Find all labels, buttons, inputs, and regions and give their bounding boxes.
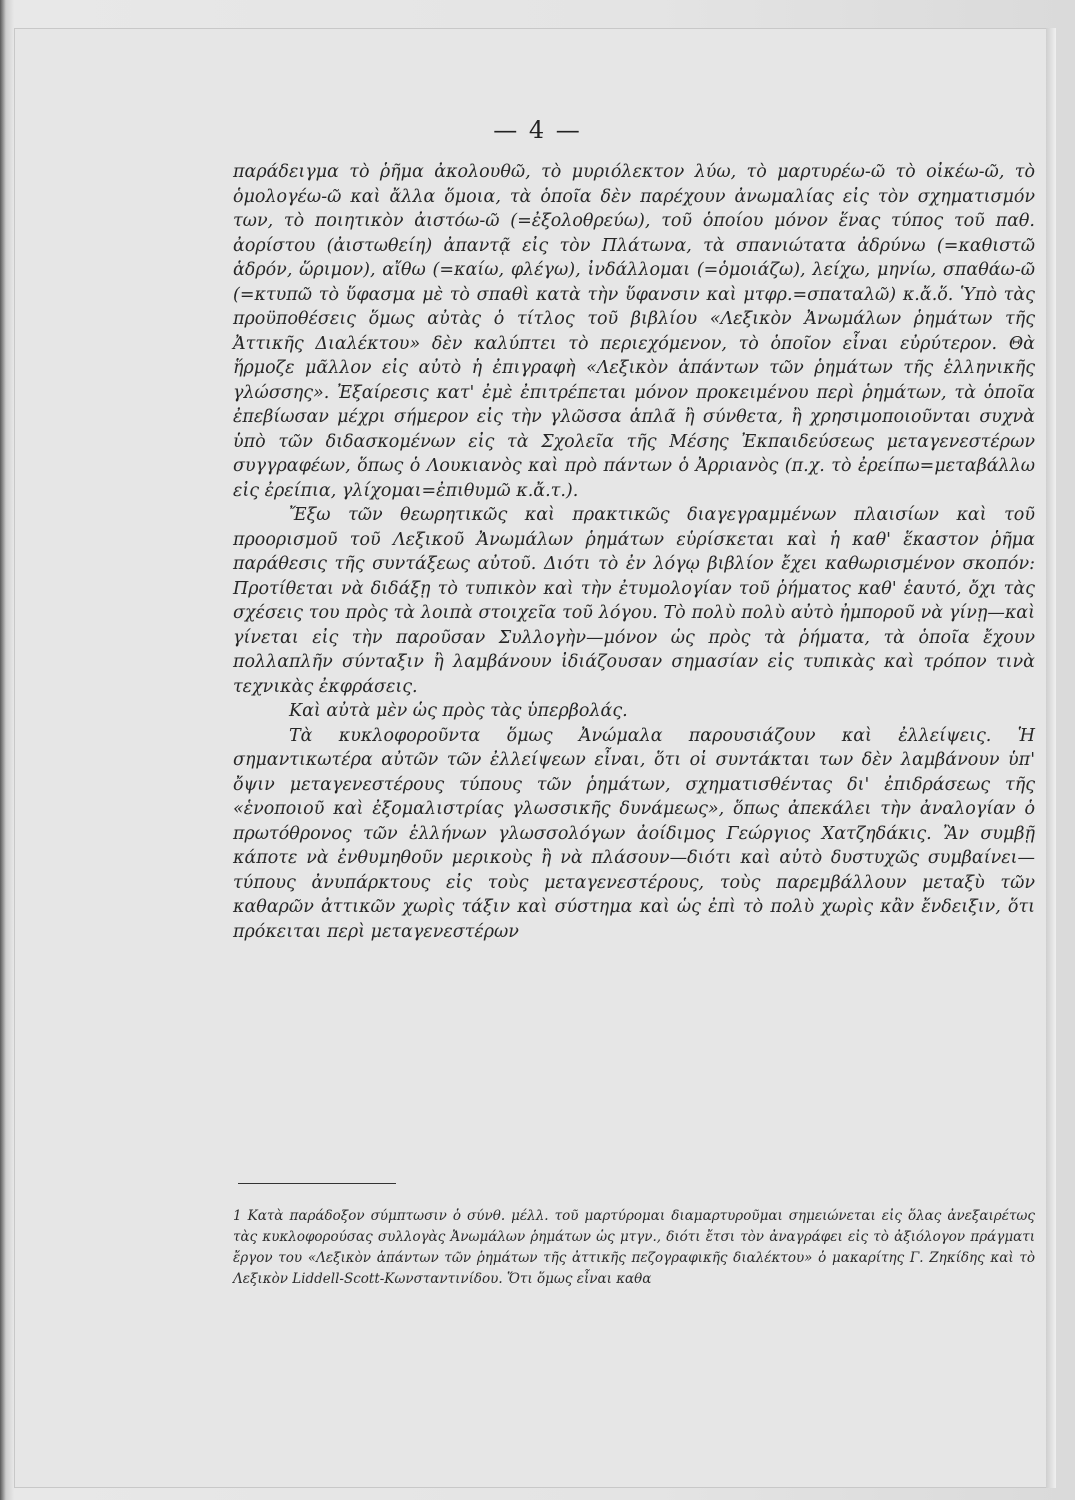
paragraph-2: Ἔξω τῶν θεωρητικῶς καὶ πρακτικῶς διαγεγραμμένων πλαισίων καὶ τοῦ προορισμοῦ τοῦ Λεξικοῦ Ἀνωμάλων ῥημάτων εὑρίσκεται καὶ ἡ καθ' ἕκαστον ῥῆμα παράθεσις τῆς συντάξεως αὐτοῦ. Διότι τὸ ἐν λόγῳ βιβλίον ἔχει καθωρισμένον σκοπόν: Προτίθεται νὰ διδάξῃ τὸ τυπικὸν καὶ τὴν ἐτυμολογίαν τοῦ ῥήματος καθ' ἑαυτό, ὄχι τὰς σχέσεις του πρὸς τὰ λοιπὰ στοιχεῖα τοῦ λόγου. Τὸ πολὺ πολὺ αὐτὸ ἠμποροῦ νὰ γίνῃ—καὶ γίνεται εἰς τὴν παροῦσαν Συλλογὴν—μόνον ὡς πρὸς τὰ ῥήματα, τὰ ὁποῖα ἔχουν πολλαπλῆν σύνταξιν ἢ λαμβάνουν ἰδιάζουσαν σημασίαν εἰς τυπικὰς καὶ τρόπον τινὰ τεχνικὰς ἐκφράσεις. bbox=[233, 505, 1035, 697]
footnote-divider bbox=[238, 1183, 396, 1184]
footnote: 1 Κατὰ παράδοξον σύμπτωσιν ὁ σύνθ. μέλλ. τοῦ μαρτύρομαι διαμαρτυροῦμαι σημειώνεται εἰς ὅλας ἀνεξαιρέτως τὰς κυκλοφορούσας συλλογὰς Ἀνωμάλων ῥημάτων ὡς μτγν., διότι ἔτσι τὸν ἀναγράφει εἰς τὸ ἀξιόλογον πράγματι ἔργον του «Λεξικὸν ἁπάντων τῶν ῥημάτων τῆς ἀττικῆς πεζογραφικῆς διαλέκτου» ὁ μακαρίτης Γ. Ζηκίδης καὶ τὸ Λεξικὸν Liddell-Scott-Κωνσταντινίδου. Ὅτι ὅμως εἶναι καθα bbox=[233, 1208, 1035, 1287]
page-edge bbox=[1046, 28, 1056, 1488]
paragraph-1: παράδειγμα τὸ ῥῆμα ἀκολουθῶ, τὸ μυριόλεκτον λύω, τὸ μαρτυρέω-ῶ τὸ οἰκέω-ῶ, τὸ ὁμολογέω-ῶ καὶ ἄλλα ὅμοια, τὰ ὁποῖα δὲν παρέχουν ἀνωμαλίας εἰς τὸν σχηματισμόν των, τὸ ποιητικὸν ἀιστόω-ῶ (=ἐξολοθρεύω), τοῦ ὁποίου μόνον ἕνας τύπος τοῦ παθ. ἀορίστου (ἀιστωθείη) ἀπαντᾷ εἰς τὸν Πλάτωνα, τὰ σπανιώτατα ἀδρύνω (=καθιστῶ ἁδρόν, ὥριμον), αἴθω (=καίω, φλέγω), ἰνδάλλομαι (=ὁμοιάζω), λείχω, μηνίω, σπαθάω-ῶ (=κτυπῶ τὸ ὕφασμα μὲ τὸ σπαθὶ κατὰ τὴν ὕφανσιν καὶ μτφρ.=σπαταλῶ) κ.ἄ.ὅ. Ὑπὸ τὰς προϋποθέσεις ὅμως αὐτὰς ὁ τίτλος τοῦ βιβλίου «Λεξικὸν Ἀνωμάλων ῥημάτων τῆς Ἀττικῆς Διαλέκτου» δὲν καλύπτει τὸ περιεχόμενον, τὸ ὁποῖον εἶναι εὐρύτερον. Θὰ ἥρμοζε μᾶλλον εἰς αὐτὸ ἡ ἐπιγραφὴ «Λεξικὸν ἁπάντων τῶν ῥημάτων τῆς ἑλληνικῆς γλώσσης». Ἐξαίρεσις κατ' ἐμὲ ἐπιτρέπεται μόνον προκειμένου περὶ ῥημάτων, τὰ ὁποῖα ἐπεβίωσαν μέχρι σήμερον εἰς τὴν γλῶσσα ἁπλᾶ ἢ σύνθετα, ἢ χρησιμοποιοῦνται συχνὰ ὑπὸ τῶν διδασκομένων εἰς τὰ Σχολεῖα τῆς Μέσης Ἐκπαιδεύσεως μεταγενεστέρων συγγραφέων, ὅπως ὁ Λουκιανὸς καὶ πρὸ πάντων ὁ Ἀρριανὸς (π.χ. τὸ ἐρείπω=μεταβάλλω εἰς ἐρείπια, γλίχομαι=ἐπιθυμῶ κ.ἄ.τ.). bbox=[233, 162, 1035, 501]
page-number: — 4 — bbox=[493, 116, 582, 144]
paragraph-3: Καὶ αὐτὰ μὲν ὡς πρὸς τὰς ὑπερβολάς. bbox=[289, 701, 628, 721]
main-text-block bbox=[233, 160, 1035, 944]
paragraph-4: Τὰ κυκλοφοροῦντα ὅμως Ἀνώμαλα παρουσιάζουν καὶ ἐλλείψεις. Ἡ σημαντικωτέρα αὐτῶν τῶν ἐλλείψεων εἶναι, ὅτι οἱ συντάκται των δὲν λαμβάνουν ὑπ' ὄψιν μεταγενεστέρους τύπους τῶν ῥημάτων, σχηματισθέντας δι' ἐπιδράσεως τῆς «ἑνοποιοῦ καὶ ἐξομαλιστρίας γλωσσικῆς δυνάμεως», ὅπως ἀπεκάλει τὴν ἀναλογίαν ὁ πρωτόθρονος τῶν ἑλλήνων γλωσσολόγων ἀοίδιμος Γεώργιος Χατζηδάκις. Ἂν συμβῇ κάποτε νὰ ἐνθυμηθοῦν μερικοὺς ἢ νὰ πλάσουν—διότι καὶ αὐτὸ δυστυχῶς συμβαίνει—τύπους ἀνυπάρκτους εἰς τοὺς μεταγενεστέρους, τοὺς παρεμβάλλουν μεταξὺ τῶν καθαρῶν ἀττικῶν χωρὶς τάξιν καὶ σύστημα καὶ ὡς ἐπὶ τὸ πολὺ χωρὶς κἂν ἔνδειξιν, ὅτι πρόκειται περὶ μεταγενεστέρων bbox=[233, 725, 1035, 942]
